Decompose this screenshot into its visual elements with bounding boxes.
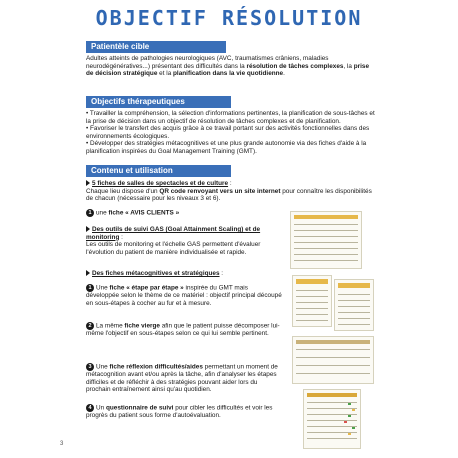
page-title: OBJECTIF RÉSOLUTION [95, 6, 363, 30]
meta-item-4: 4 Un questionnaire de suivi pour cibler les difficultés et voir les progrès du patient sous forme d'autoévaluation. [86, 404, 273, 420]
meta-item-2: 2 La même fiche vierge afin que le patient puisse décomposer lui-même l'objectif en sous-étapes selon ce qui lui semble pertinent. [86, 322, 280, 338]
outils-block: Des outils de suivi GAS (Goal Attainment Scaling) et de monitoring : Les outils de monitoring et l'échelle GAS permettent d'évaluer l'évolution du patient de manière individualisée et rapide. [86, 226, 261, 256]
page-number: 3 [60, 441, 64, 447]
thumbnail-header [307, 393, 357, 397]
arrow-icon [86, 226, 90, 232]
objectifs-list [86, 110, 376, 156]
meta-heading: Des fiches métacognitives et stratégiques : [86, 270, 282, 278]
fiches-block: 5 fiches de salles de spectacles et de culture : Chaque lieu dispose d'un QR code renvoyant vers un site internet pour connaître les disponibilités de chacun (nécessaire pour les niveaux 3 et 6). [86, 180, 372, 203]
meta-item-3: 3 Une fiche réflexion difficultés/aides permettant un moment de métacognition avant et/ou après la tâche, afin d'analyser les étapes difficiles et de réfléchir à des stratégies pouvant aider lors du prochain entraînement ainsi qu'au quotidien. [86, 363, 278, 394]
section-heading-objectifs: Objectifs thérapeutiques [86, 96, 231, 108]
section-heading-contenu: Contenu et utilisation [86, 165, 231, 177]
questionnaire-thumbnail [303, 389, 361, 449]
avis-block: 1 une fiche « AVIS CLIENTS » [86, 209, 286, 217]
thumbnail-header [296, 340, 370, 344]
thumbnail-header [294, 215, 358, 219]
arrow-icon [86, 180, 90, 186]
reflection-sheet-thumbnail [292, 336, 374, 384]
patientele-text: Adultes atteints de pathologies neurologiques (AVC, traumatismes crâniens, maladies neurodégénératives...) présentant des difficultés dans la résolution de tâches complexes, la prise de décision stratégique et la planification dans la vie quotidienne. [86, 55, 370, 78]
step-sheet-thumbnail-2 [334, 279, 374, 331]
gas-sheet-thumbnail [290, 211, 362, 269]
list-item: • Travailler la compréhension, la sélection d'informations pertinentes, la planification de sous-tâches et la prise de décision dans un objectif de résolution de tâches complexes et de planification. [86, 110, 375, 125]
section-heading-patientele: Patientèle cible [86, 41, 226, 53]
step-sheet-thumbnail-1 [292, 275, 332, 327]
number-badge: 4 [86, 404, 94, 412]
number-badge: 2 [86, 322, 94, 330]
thumbnail-header [296, 279, 328, 284]
number-badge: 1 [86, 209, 94, 217]
list-item: • Développer des stratégies métacognitives et une plus grande autonomie via des fiches d'aide à la planification inspirées du Goal Management Training (GMT). [86, 140, 367, 155]
thumbnail-header [338, 283, 370, 288]
list-item: • Favoriser le transfert des acquis grâce à ce travail portant sur des activités fonctionnelles dans des environnements écologiques. [86, 125, 370, 140]
arrow-icon [86, 270, 90, 276]
number-badge: 3 [86, 363, 94, 371]
number-badge: 1 [86, 284, 94, 292]
meta-item-1: 1 Une fiche « étape par étape » inspirée du GMT mais développée selon le thème de ce matériel : objectif principal découpé en sous-étapes à cocher au fur et à mesure. [86, 284, 282, 307]
